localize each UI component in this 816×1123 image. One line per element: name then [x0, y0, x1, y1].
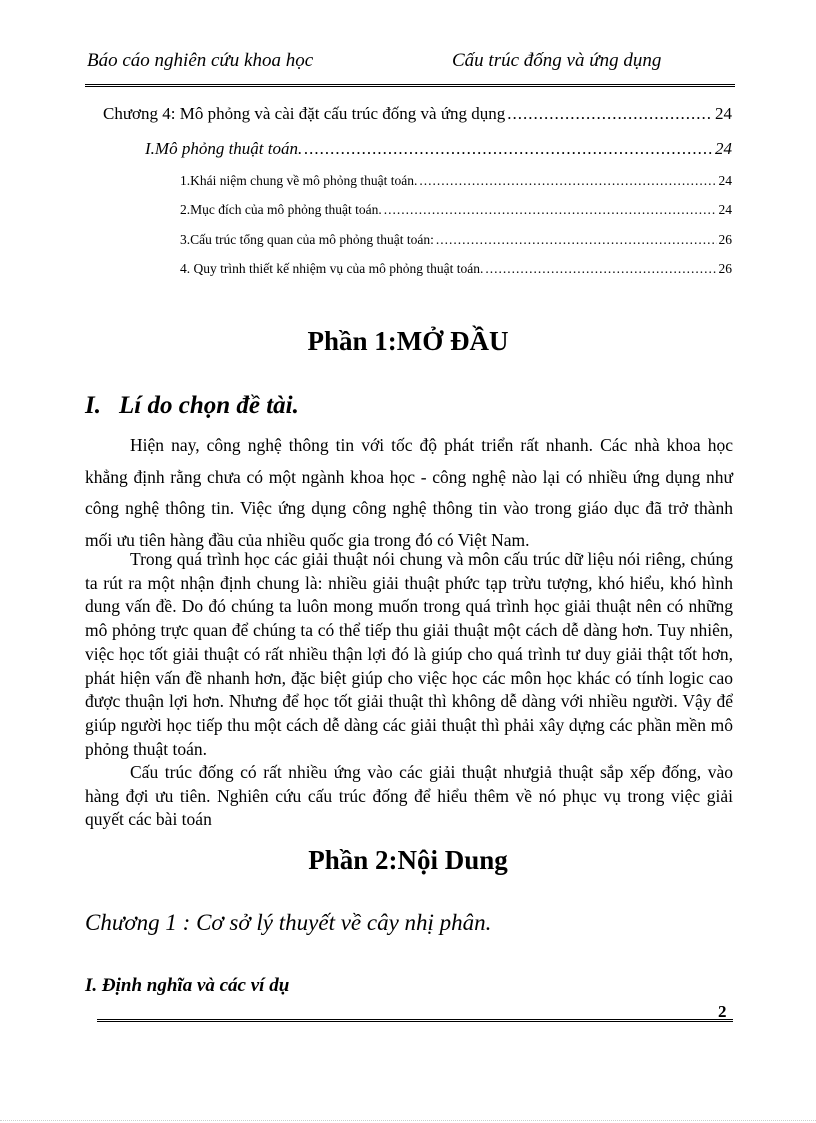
- toc-leader-dots: [507, 104, 713, 124]
- toc-leader-dots: [419, 173, 716, 189]
- toc-entry-text: 1.Khái niệm chung về mô phỏng thuật toán.: [180, 173, 418, 188]
- toc-entry-text: I.Mô phỏng thuật toán.: [145, 139, 303, 158]
- toc-entry-text: Chương 4: Mô phỏng và cài đặt cấu trúc đống và ứng dụng: [103, 104, 506, 123]
- section-title: Lí do chọn đề tài.: [119, 392, 299, 419]
- toc-page-number: 24: [718, 202, 732, 217]
- page-boundary: [0, 1120, 816, 1121]
- toc-entry-text: 4. Quy trình thiết kế nhiệm vụ của mô phỏng thuật toán.: [180, 261, 484, 276]
- toc-page-number: 26: [718, 232, 732, 247]
- chapter-1-title: Chương 1 : Cơ sở lý thuyết về cây nhị phân.: [85, 910, 492, 935]
- header-divider: [85, 84, 735, 87]
- toc-entry-text: 3.Cấu trúc tổng quan của mô phỏng thuật toán:: [180, 232, 434, 247]
- paragraph-heap: Cấu trúc đống có rất nhiều ứng vào các giải thuật nhưgiả thuật sắp xếp đống, vào hàng đợi ưu tiên. Nghiên cứu cấu trúc đống để hiểu thêm về nó phục vụ trong việc giải quyết các bài toán: [85, 762, 733, 830]
- toc-entry-item-2[interactable]: [180, 202, 732, 218]
- toc-page-number: 24: [718, 173, 732, 188]
- toc-leader-dots: [436, 232, 717, 248]
- toc-leader-dots: [304, 139, 713, 159]
- toc-entry-item-4[interactable]: [180, 261, 732, 277]
- part-1-title: Phần 1:MỞ ĐẦU: [307, 326, 509, 356]
- definition-heading: I. Định nghĩa và các ví dụ: [85, 975, 290, 996]
- section-number: I.: [85, 392, 101, 419]
- toc-leader-dots: [485, 261, 716, 277]
- part-2-title: Phần 2:Nội Dung: [308, 845, 508, 875]
- page-number: 2: [718, 1002, 727, 1021]
- paragraph-intro: Hiện nay, công nghệ thông tin với tốc độ phát triển rất nhanh. Các nhà khoa học khẳng định rằng chưa có một ngành khoa học - công nghệ nào lại có nhiều ứng dụng như công nghệ thông tin. Việc ứng dụng công nghệ thông tin vào trong giáo dục đã trở thành mối ưu tiên hàng đầu của nhiều quốc gia trong đó có Việt Nam.: [85, 435, 733, 550]
- toc-page-number: 24: [715, 139, 732, 158]
- toc-entry-section-i[interactable]: [145, 139, 732, 159]
- toc-page-number: 24: [715, 104, 732, 123]
- toc-entry-item-1[interactable]: [180, 173, 732, 189]
- header-report-title: Báo cáo nghiên cứu khoa học: [87, 50, 314, 71]
- toc-entry-text: 2.Mục đích của mô phỏng thuật toán.: [180, 202, 382, 217]
- paragraph-algorithms: Trong quá trình học các giải thuật nói chung và môn cấu trúc dữ liệu nói riêng, chúng ta rút ra một nhận định chung là: nhiều giải thuật phức tạp trừu tượng, khó hiểu, khó hình dung vấn đề. Do đó chúng ta luôn mong muốn trong quá trình học giải thuật nên có những mô phỏng trực quan để chúng ta có thể tiếp thu giải thuật một cách dễ dàng hơn. Tuy nhiên, việc học tốt giải thuật có rất nhiều thận lợi đó là giúp cho quá trình tư duy giải thật tốt hơn, phát hiện vấn đề nhanh hơn, đặc biệt giúp cho việc học các môn học khác có tính logic cao được thuận lợi hơn. Nhưng để học tốt giải thuật thì không dễ dàng với nhiều người. Vậy để giúp người học tiếp thu một cách dễ dàng các giải thuật thì phải xây dựng các phần mền mô phỏng thuật toán.: [85, 549, 733, 759]
- toc-page-number: 26: [718, 261, 732, 276]
- toc-leader-dots: [384, 202, 717, 218]
- footer-divider: [97, 1019, 733, 1022]
- page-header: [85, 50, 735, 78]
- section-heading: [85, 392, 299, 420]
- toc-entry-chapter-4[interactable]: [103, 104, 732, 124]
- header-topic-title: Cấu trúc đống và ứng dụng: [452, 50, 662, 71]
- toc-entry-item-3[interactable]: [180, 232, 732, 248]
